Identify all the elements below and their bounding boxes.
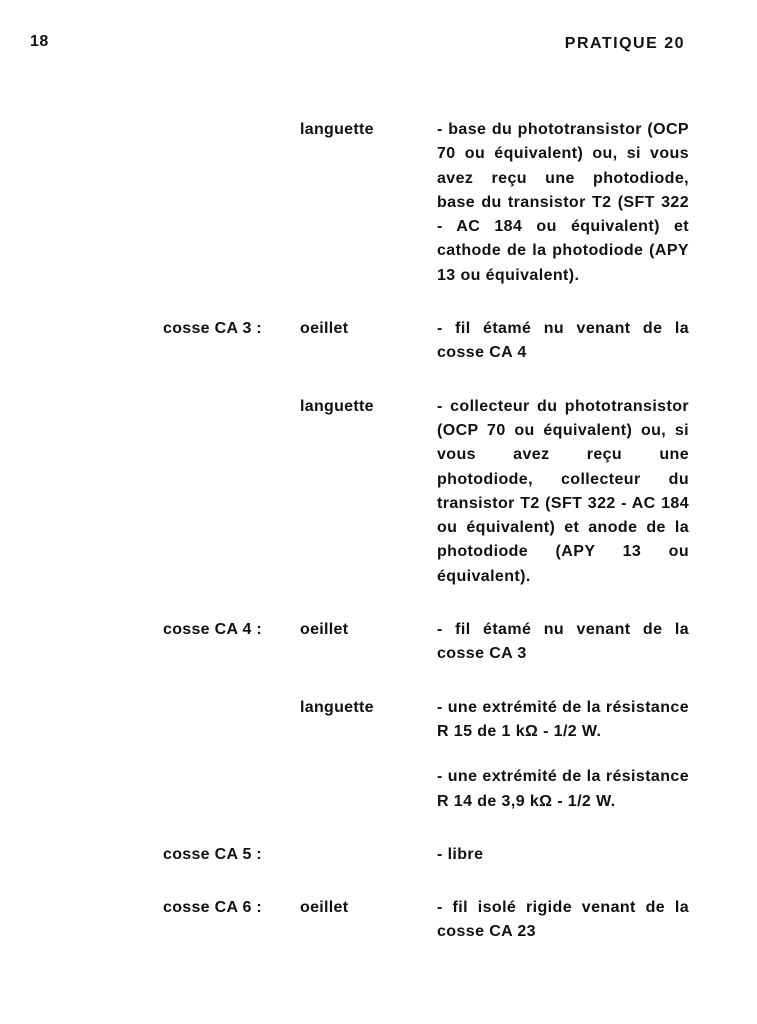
part-label: languette xyxy=(300,397,374,415)
connection-description: - fil isolé rigide venant de la cosse CA 23 xyxy=(437,899,689,941)
part-label: oeillet xyxy=(300,621,349,639)
list-item xyxy=(0,843,757,867)
connection-description: - une extrémité de la résistance R 15 de 1 kΩ - 1/2 W. xyxy=(437,698,689,740)
list-item xyxy=(0,765,757,814)
list-item xyxy=(0,896,757,945)
running-title: PRATIQUE 20 xyxy=(564,35,685,52)
cosse-label: cosse CA 4 : xyxy=(163,621,263,639)
cosse-label: cosse CA 3 : xyxy=(163,320,263,338)
list-item xyxy=(0,118,757,288)
part-label: oeillet xyxy=(300,899,349,917)
cosse-label: cosse CA 6 : xyxy=(163,899,263,917)
list-item xyxy=(0,395,757,589)
connection-description: - collecteur du phototransistor (OCP 70 ou équivalent) ou, si vous avez reçu une photodiode, collecteur du transistor T2 (SFT 322 - AC 184 ou équivalent) et anode de la photodiode (APY 13 ou équivalent). xyxy=(437,397,689,585)
part-label: languette xyxy=(300,698,374,716)
list-item xyxy=(0,696,757,745)
part-label: languette xyxy=(300,121,374,138)
list-item xyxy=(0,317,757,366)
list-item xyxy=(0,618,757,667)
connection-description: - fil étamé nu venant de la cosse CA 3 xyxy=(437,621,689,663)
page-number: 18 xyxy=(30,33,49,50)
part-label: oeillet xyxy=(300,320,349,338)
connection-description: - une extrémité de la résistance R 14 de 3,9 kΩ - 1/2 W. xyxy=(437,768,689,810)
connection-description: - fil étamé nu venant de la cosse CA 4 xyxy=(437,320,689,362)
connection-description: - base du phototransistor (OCP 70 ou équivalent) ou, si vous avez reçu une photodiode, base du transistor T2 (SFT 322 - AC 184 ou équivalent) et cathode de la photodiode (APY 13 ou équivalent). xyxy=(437,121,689,284)
connection-description: - libre xyxy=(437,845,484,863)
connection-list xyxy=(0,118,757,945)
cosse-label: cosse CA 5 : xyxy=(163,845,263,863)
